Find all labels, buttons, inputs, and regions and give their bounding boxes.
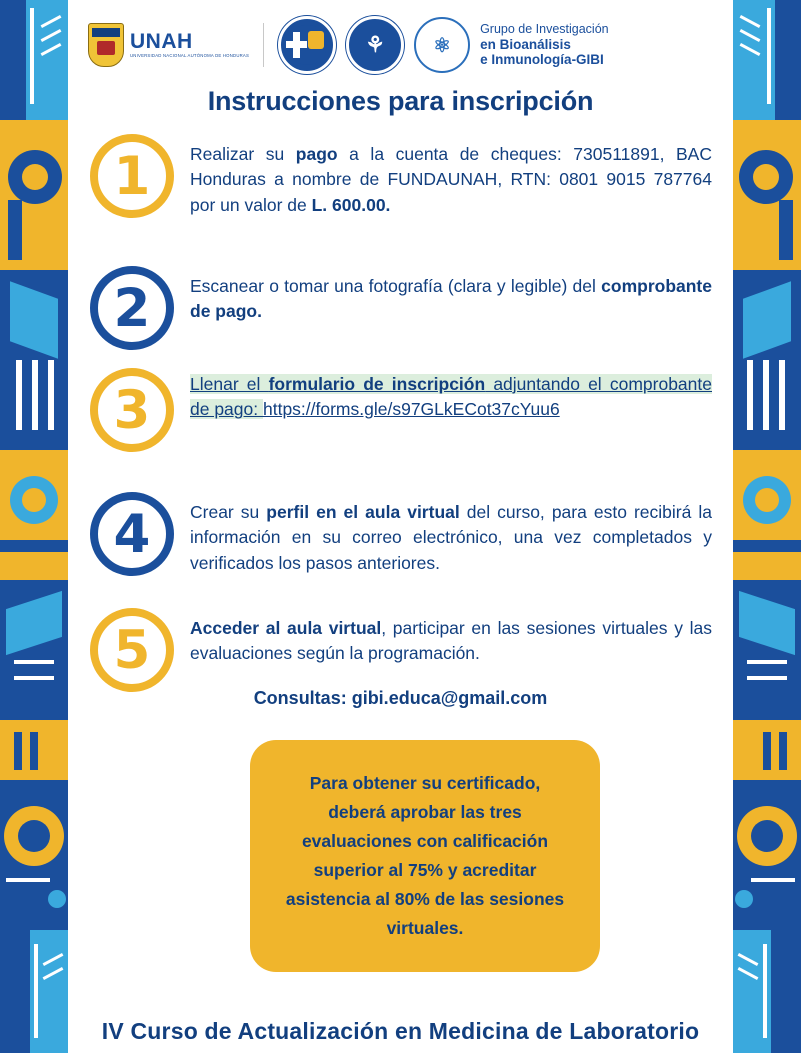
step-number-badge-5: 5 <box>90 608 174 692</box>
instruction-step-2 <box>90 266 718 350</box>
fcm-emblem <box>287 25 327 65</box>
border-shape <box>48 890 66 908</box>
step-number-badge-1: 1 <box>90 134 174 218</box>
gibi-line-2: en Bioanálisis <box>480 36 571 52</box>
border-shape <box>779 360 785 430</box>
border-shape <box>30 732 38 770</box>
step-1-seg-3: a la cuenta de cheques: 730511891, BAC Honduras a nombre de FUNDAUNAH, RTN: 0801 9015 787764 por un valor de <box>190 144 712 215</box>
unah-logo-text <box>130 31 249 58</box>
gibi-logo-text <box>480 22 609 67</box>
border-shape <box>755 488 779 512</box>
border-shape <box>0 0 26 120</box>
fcm-accent <box>308 31 324 49</box>
step-3-seg-1: Llenar el <box>190 374 269 394</box>
step-3-url[interactable]: https://forms.gle/s97GLkECot37cYuu6 <box>262 399 560 420</box>
page-title: Instrucciones para inscripción <box>207 86 594 116</box>
facultad-ciencias-medicas-icon <box>278 16 336 74</box>
border-shape <box>6 878 50 882</box>
border-shape <box>751 878 795 882</box>
unah-logo <box>88 23 249 67</box>
border-shape <box>747 360 753 430</box>
border-shape <box>753 164 779 190</box>
step-text-3 <box>190 372 712 423</box>
instruction-step-4 <box>90 492 718 576</box>
border-shape <box>733 540 801 552</box>
microbiologia-icon <box>346 16 404 74</box>
border-shape <box>8 200 22 260</box>
step-2-seg-1: Escanear o tomar una fotografía (clara y legible) del <box>190 276 602 296</box>
gibi-line-3: e Inmunología-GIBI <box>480 52 604 68</box>
unah-full-name: UNIVERSIDAD NACIONAL AUTÓNOMA DE HONDURAS <box>130 53 250 59</box>
step-1-seg-1: Realizar su <box>190 144 296 164</box>
border-shape <box>747 676 787 680</box>
step-4-seg-2: perfil en el aula virtual <box>266 502 460 522</box>
logo-row <box>88 14 713 76</box>
step-text-2 <box>190 274 712 325</box>
step-number-badge-3: 3 <box>90 368 174 452</box>
step-number-badge-2: 2 <box>90 266 174 350</box>
step-3-seg-2: formulario de inscripción <box>268 374 486 394</box>
border-shape <box>751 820 783 852</box>
border-shape <box>763 732 771 770</box>
decorative-left-border <box>0 0 68 1053</box>
border-shape <box>747 660 787 664</box>
step-1-seg-4: L. 600.00. <box>311 194 391 215</box>
border-shape <box>30 8 34 104</box>
border-shape <box>779 732 787 770</box>
logo-divider <box>263 23 264 67</box>
border-shape <box>22 164 48 190</box>
border-shape <box>735 890 753 908</box>
step-3-seg-3: adjuntando el comprobante de pago: <box>190 374 712 420</box>
border-shape <box>22 488 46 512</box>
border-shape <box>18 820 50 852</box>
border-shape <box>775 0 801 120</box>
certificate-requirements-box <box>250 740 600 972</box>
gibi-icon <box>414 17 470 73</box>
fcm-cross-horizontal <box>286 41 307 48</box>
step-5-seg-2: , participar en las sesiones virtuales y las evaluaciones según la programación. <box>190 618 712 664</box>
course-title-footer: IV Curso de Actualización en Medicina de Laboratorio <box>101 1018 700 1044</box>
unah-acronym: UNAH <box>130 30 193 54</box>
instruction-step-1 <box>90 134 718 218</box>
border-shape <box>14 732 22 770</box>
step-2-seg-2: comprobante de pago. <box>190 276 712 322</box>
instruction-step-3 <box>90 368 718 452</box>
decorative-right-border <box>733 0 801 1053</box>
molecule-icon: ⚛ <box>433 34 452 57</box>
step-5-seg-1: Acceder al aula virtual <box>190 618 382 638</box>
gibi-line-1: Grupo de Investigación <box>480 22 609 37</box>
flyer-content <box>68 0 733 1053</box>
border-shape <box>763 360 769 430</box>
certificate-requirements-text: Para obtener su certificado, deberá aprobar las tres evaluaciones con calificación superior al 75% y acreditar asistencia al 80% de las sesiones virtuales. <box>285 773 565 938</box>
border-shape <box>0 540 68 552</box>
microscope-icon: ⚘ <box>365 32 385 57</box>
border-shape <box>16 360 22 430</box>
step-text-1 <box>190 142 712 218</box>
step-4-seg-3: del curso, para esto recibirá la información en su correo electrónico, una vez completados y verificados los pasos anteriores. <box>190 502 712 573</box>
border-shape <box>32 360 38 430</box>
step-text-4 <box>190 500 712 576</box>
border-shape <box>48 360 54 430</box>
step-4-seg-1: Crear su <box>190 502 267 522</box>
contact-line[interactable]: Consultas: gibi.educa@gmail.com <box>253 688 548 708</box>
border-shape <box>14 676 54 680</box>
border-shape <box>767 8 771 104</box>
step-number-badge-4: 4 <box>90 492 174 576</box>
step-text-5 <box>190 616 712 667</box>
border-shape <box>779 200 793 260</box>
instruction-step-5 <box>90 608 718 692</box>
unah-shield-icon <box>88 23 124 67</box>
step-1-seg-2: pago <box>295 144 338 164</box>
border-shape <box>14 660 54 664</box>
